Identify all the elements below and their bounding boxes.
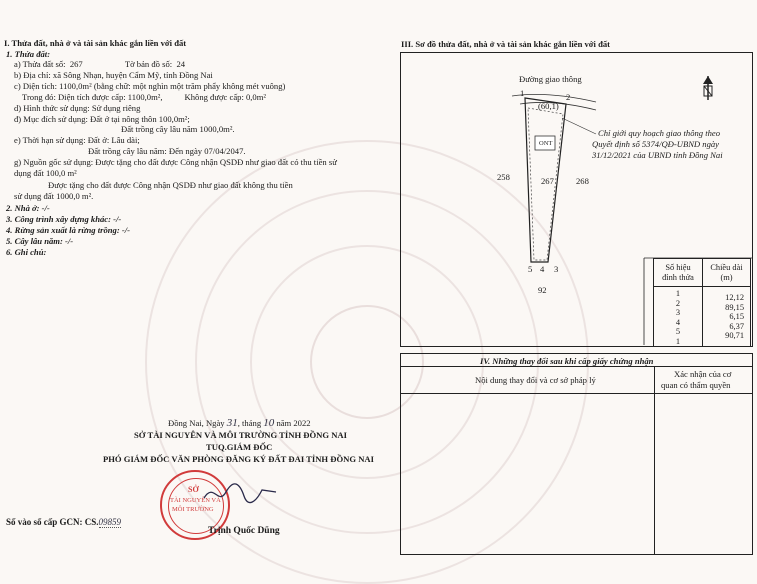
perennial-section: 5. Cây lâu năm: -/- xyxy=(6,236,74,246)
note-section: 6. Ghi chú: xyxy=(6,247,47,257)
bottom-parcel-label: 92 xyxy=(538,285,547,295)
usage-term-2: Đất trồng cây lâu năm: Đến ngày 07/04/2047. xyxy=(88,146,246,156)
changes-col-content: Nội dung thay đổi và cơ sở pháp lý xyxy=(475,375,596,385)
table-length-col: 12,12 89,15 6,15 6,37 90,71 xyxy=(703,287,751,347)
changes-col-confirm-2: quan có thẩm quyền xyxy=(661,380,731,390)
map-sheet-number: 24 xyxy=(176,59,186,69)
left-parcel-label: 258 xyxy=(497,172,510,182)
segment-length: (60,1) xyxy=(538,101,559,111)
planning-note-1: Chỉ giới quy hoạch giao thông theo xyxy=(598,128,721,138)
origin-3: Được tặng cho đất được Công nhận QSDĐ như giao đất không thu tiền xyxy=(48,180,293,190)
section-heading: I. Thửa đất, nhà ở và tài sản khác gắn liền với đất xyxy=(4,38,187,48)
table-header-vertex: Số hiệu đỉnh thửa xyxy=(654,259,703,287)
right-parcel-label: 268 xyxy=(576,176,589,186)
vertex-2: 2 xyxy=(566,92,571,102)
gcn-register-number: Số vào sổ cấp GCN: CS.09859 xyxy=(6,517,122,527)
planning-note-3: 31/12/2021 của UBND tỉnh Đồng Nai xyxy=(592,150,723,160)
origin-2: dụng đất 100,0 m² xyxy=(14,168,77,178)
changes-heading: IV. Những thay đổi sau khi cấp giấy chứng nhận xyxy=(480,356,654,366)
parcel-heading: 1. Thửa đất: xyxy=(6,49,51,59)
official-seal: SỞ TÀI NGUYÊN VÀ MÔI TRƯỜNG xyxy=(160,470,230,540)
edge-length-table xyxy=(653,258,751,347)
usage-form: d) Hình thức sử dụng: Sử dụng riêng xyxy=(14,103,141,113)
parcel-number: 267 xyxy=(69,59,83,69)
signer-title: PHÓ GIÁM ĐỐC VĂN PHÒNG ĐĂNG KÝ ĐẤT ĐAI TỈNH ĐỒNG NAI xyxy=(103,454,374,464)
table-header-length: Chiều dài (m) xyxy=(703,259,751,287)
usage-term: e) Thời hạn sử dụng: Đất ở: Lâu dài; xyxy=(14,135,140,145)
vertex-5: 5 xyxy=(528,264,533,274)
house-section: 2. Nhà ở: -/- xyxy=(6,203,50,213)
parcel-number-line: a) Thửa đất số: 267 Tờ bản đồ số: 24 xyxy=(14,59,186,69)
vertex-4: 4 xyxy=(540,264,545,274)
north-arrow-icon xyxy=(703,76,713,100)
usage-purpose: đ) Mục đích sử dụng: Đất ở tại nông thôn 100,0m²; xyxy=(14,114,190,124)
origin-1: g) Nguồn gốc sử dụng: Được tặng cho đất được Công nhận QSDĐ như giao đất có thu tiền sử xyxy=(14,157,337,167)
planning-note-2: Quyết định số 5374/QĐ-UBND ngày xyxy=(592,139,719,149)
signer-name: Trịnh Quốc Dũng xyxy=(208,526,280,536)
vertex-1: 1 xyxy=(520,88,525,98)
origin-4: sử dụng đất 1000,0 m². xyxy=(14,191,94,201)
vertex-3: 3 xyxy=(554,264,559,274)
parcel-label: 267 xyxy=(541,176,554,186)
usage-purpose-2: Đất trồng cây lâu năm 1000,0m². xyxy=(121,124,235,134)
diagram-heading: III. Sơ đồ thửa đất, nhà ở và tài sản khác gắn liền với đất xyxy=(401,39,611,49)
signature-scribble xyxy=(200,478,280,508)
authorization: TUQ.GIÁM ĐỐC xyxy=(206,442,273,452)
forest-section: 4. Rừng sản xuất là rừng trồng: -/- xyxy=(6,225,130,235)
ont-label: ONT xyxy=(539,140,553,147)
road-label: Đường giao thông xyxy=(519,74,582,84)
table-vertex-col: 1 2 3 4 5 1 xyxy=(654,287,703,347)
changes-col-confirm-1: Xác nhận của cơ xyxy=(674,369,732,379)
address: b) Địa chỉ: xã Sông Nhạn, huyện Cẩm Mỹ, tỉnh Đồng Nai xyxy=(14,70,213,80)
agency-name: SỞ TÀI NGUYÊN VÀ MÔI TRƯỜNG TỈNH ĐỒNG NAI xyxy=(134,430,347,440)
note-leader-line xyxy=(562,118,596,134)
area: c) Diện tích: 1100,0m² (bằng chữ: một nghìn một trăm phẩy không mét vuông) xyxy=(14,81,286,91)
construction-section: 3. Công trình xây dựng khác: -/- xyxy=(6,214,122,224)
issue-date: Đồng Nai, Ngày 31, tháng 10 năm 2022 xyxy=(168,417,311,429)
area-detail: Trong đó: Diện tích được cấp: 1100,0m², Không được cấp: 0,0m² xyxy=(22,92,266,102)
